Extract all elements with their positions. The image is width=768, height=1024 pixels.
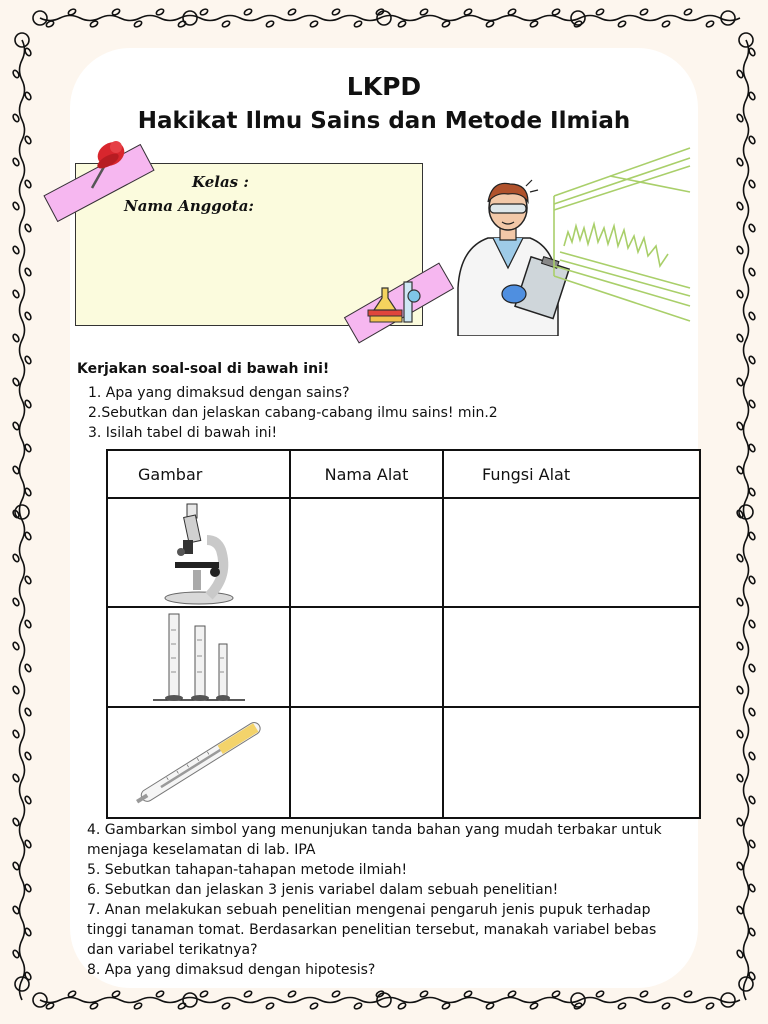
page-title: LKPD <box>346 72 422 101</box>
lab-flasks-icon <box>366 272 426 328</box>
tool-function-cell[interactable] <box>443 607 700 707</box>
header-nama-alat: Nama Alat <box>290 450 443 498</box>
tool-name-cell[interactable] <box>290 607 443 707</box>
image-cell <box>107 707 290 818</box>
header-gambar: Gambar <box>107 450 290 498</box>
question-8: 8. Apa yang dimaksud dengan hipotesis? <box>87 962 376 978</box>
tool-name-cell[interactable] <box>290 498 443 607</box>
tool-function-cell[interactable] <box>443 498 700 607</box>
tool-name-cell[interactable] <box>290 707 443 818</box>
question-1: 1. Apa yang dimaksud dengan sains? <box>88 385 350 401</box>
table-header-row <box>107 450 700 498</box>
measuring-cylinders-image <box>151 610 247 704</box>
question-2: 2.Sebutkan dan jelaskan cabang-cabang ilmu sains! min.2 <box>88 405 498 421</box>
page-subtitle: Hakikat Ilmu Sains dan Metode Ilmiah <box>137 108 631 134</box>
thermometer-image <box>124 713 274 813</box>
image-cell <box>107 498 290 607</box>
greenhouse-illustration <box>550 136 692 336</box>
table-row <box>107 498 700 607</box>
instructions-text: Kerjakan soal-soal di bawah ini! <box>77 361 330 377</box>
question-3: 3. Isilah tabel di bawah ini! <box>88 425 278 441</box>
question-7: 7. Anan melakukan sebuah penelitian mengenai pengaruh jenis pupuk terhadap tinggi tanaman tomat. Berdasarkan penelitian tersebut, manakah variabel bebas dan variabel terikatnya? <box>87 902 657 958</box>
question-4: 4. Gambarkan simbol yang menunjukan tanda bahan yang mudah terbakar untuk menjaga keselamatan di lab. IPA <box>87 822 662 858</box>
table-row <box>107 707 700 818</box>
header-fungsi-alat: Fungsi Alat <box>443 450 700 498</box>
question-5: 5. Sebutkan tahapan-tahapan metode ilmiah! <box>87 862 408 878</box>
lab-tools-table <box>106 449 701 819</box>
class-label: Kelas : <box>192 173 249 191</box>
tool-function-cell[interactable] <box>443 707 700 818</box>
members-label: Nama Anggota: <box>124 197 254 215</box>
image-cell <box>107 607 290 707</box>
question-6: 6. Sebutkan dan jelaskan 3 jenis variabel dalam sebuah penelitian! <box>87 882 559 898</box>
push-pin-icon <box>80 132 130 192</box>
microscope-image <box>159 500 239 606</box>
table-row <box>107 607 700 707</box>
